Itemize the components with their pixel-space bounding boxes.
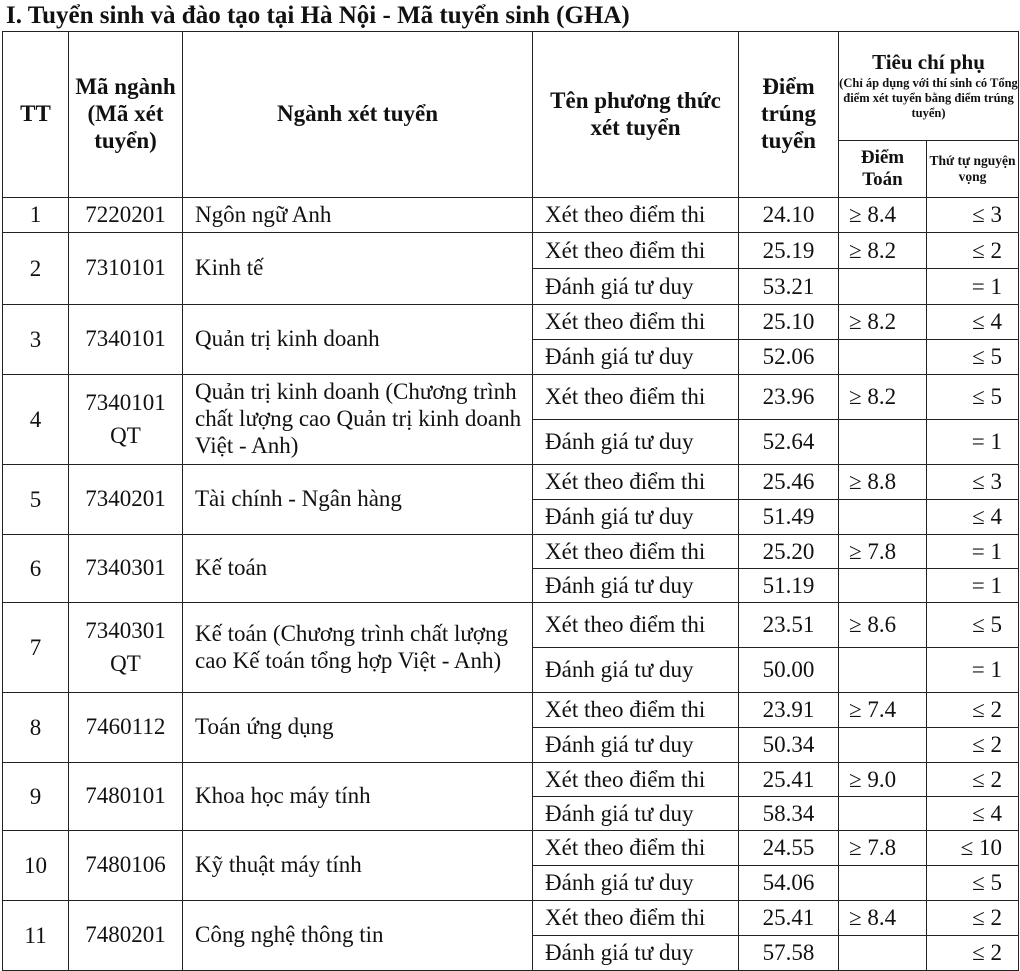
cell-major-code (69, 901, 183, 971)
header-criteria (839, 32, 1019, 141)
cell-math-criteria (839, 269, 927, 305)
cell-math-criteria: ≥ 8.2 (839, 305, 927, 340)
cell-major-name: Tài chính - Ngân hàng (183, 465, 533, 535)
cell-method: Xét theo điểm thi (533, 233, 739, 269)
cell-score: 58.34 (739, 797, 839, 831)
table-row (3, 305, 1019, 340)
cell-method: Đánh giá tư duy (533, 500, 739, 535)
table-row (3, 375, 1019, 420)
major-code: 7480106 (85, 852, 166, 878)
cell-method: Xét theo điểm thi (533, 465, 739, 500)
cell-tt: 11 (3, 901, 69, 971)
table-row (3, 535, 1019, 569)
cell-tt: 8 (3, 693, 69, 763)
cell-method: Xét theo điểm thi (533, 763, 739, 797)
cell-math-criteria: ≥ 7.4 (839, 693, 927, 728)
cell-order-criteria: = 1 (927, 269, 1019, 305)
cell-score: 25.41 (739, 901, 839, 936)
cell-order-criteria: ≤ 4 (927, 797, 1019, 831)
cell-order-criteria: ≤ 2 (927, 233, 1019, 269)
cell-order-criteria: ≤ 5 (927, 340, 1019, 375)
cell-math-criteria (839, 648, 927, 693)
cell-major-code (69, 831, 183, 901)
header-math: Điểm Toán (839, 141, 927, 198)
cell-method: Xét theo điểm thi (533, 901, 739, 936)
cell-method: Đánh giá tư duy (533, 340, 739, 375)
cell-major-name: Quản trị kinh doanh (183, 305, 533, 375)
cell-order-criteria: = 1 (927, 569, 1019, 603)
cell-math-criteria (839, 936, 927, 971)
table-row (3, 603, 1019, 648)
header-tt: TT (3, 32, 69, 198)
cell-method: Xét theo điểm thi (533, 603, 739, 648)
header-major: Ngành xét tuyển (183, 32, 533, 198)
cell-major-name: Kỹ thuật máy tính (183, 831, 533, 901)
cell-major-code (69, 465, 183, 535)
cell-method: Xét theo điểm thi (533, 535, 739, 569)
admission-table (2, 31, 1019, 971)
major-code: 7460112 (85, 714, 166, 740)
cell-method: Đánh giá tư duy (533, 569, 739, 603)
cell-score: 25.46 (739, 465, 839, 500)
cell-method: Đánh giá tư duy (533, 420, 739, 465)
major-code: 7340101 (85, 390, 166, 416)
cell-score: 25.10 (739, 305, 839, 340)
cell-order-criteria: ≤ 3 (927, 198, 1019, 233)
table-row (3, 693, 1019, 728)
cell-score: 52.06 (739, 340, 839, 375)
cell-tt: 4 (3, 375, 69, 465)
cell-method: Đánh giá tư duy (533, 269, 739, 305)
major-code: 7340101 (85, 326, 166, 352)
cell-order-criteria: ≤ 2 (927, 728, 1019, 763)
cell-tt: 9 (3, 763, 69, 831)
cell-method: Xét theo điểm thi (533, 198, 739, 233)
cell-score: 23.51 (739, 603, 839, 648)
cell-tt: 5 (3, 465, 69, 535)
cell-method: Xét theo điểm thi (533, 305, 739, 340)
cell-order-criteria: ≤ 10 (927, 831, 1019, 866)
major-code: 7310101 (85, 255, 166, 281)
cell-major-code (69, 305, 183, 375)
cell-score: 57.58 (739, 936, 839, 971)
cell-major-name: Công nghệ thông tin (183, 901, 533, 971)
cell-score: 50.00 (739, 648, 839, 693)
cell-order-criteria: ≤ 5 (927, 866, 1019, 901)
cell-order-criteria: = 1 (927, 420, 1019, 465)
table-row (3, 465, 1019, 500)
major-code: 7480201 (85, 922, 166, 948)
cell-math-criteria (839, 728, 927, 763)
cell-order-criteria: ≤ 3 (927, 465, 1019, 500)
header-code: Mã ngành (Mã xét tuyển) (69, 32, 183, 198)
cell-method: Đánh giá tư duy (533, 936, 739, 971)
cell-score: 54.06 (739, 866, 839, 901)
cell-score: 25.20 (739, 535, 839, 569)
cell-tt: 6 (3, 535, 69, 603)
cell-math-criteria: ≥ 8.4 (839, 198, 927, 233)
cell-order-criteria: ≤ 5 (927, 603, 1019, 648)
cell-score: 24.55 (739, 831, 839, 866)
cell-math-criteria (839, 340, 927, 375)
cell-math-criteria: ≥ 7.8 (839, 831, 927, 866)
cell-major-code (69, 375, 183, 465)
cell-major-name: Ngôn ngữ Anh (183, 198, 533, 233)
cell-math-criteria: ≥ 8.4 (839, 901, 927, 936)
major-code: 7340301 (85, 618, 166, 644)
cell-math-criteria: ≥ 8.2 (839, 233, 927, 269)
cell-major-code (69, 233, 183, 305)
table-row (3, 831, 1019, 866)
cell-score: 23.91 (739, 693, 839, 728)
cell-major-code (69, 535, 183, 603)
table-body (3, 198, 1019, 971)
cell-tt: 7 (3, 603, 69, 693)
table-row (3, 233, 1019, 269)
cell-major-code (69, 693, 183, 763)
cell-order-criteria: ≤ 2 (927, 763, 1019, 797)
cell-major-name: Khoa học máy tính (183, 763, 533, 831)
cell-major-name: Kế toán (183, 535, 533, 603)
cell-order-criteria: ≤ 4 (927, 305, 1019, 340)
major-code: 7220201 (85, 201, 166, 227)
cell-score: 51.19 (739, 569, 839, 603)
cell-major-code (69, 603, 183, 693)
major-code: 7340301 (85, 555, 166, 581)
cell-tt: 2 (3, 233, 69, 305)
cell-score: 24.10 (739, 198, 839, 233)
cell-math-criteria: ≥ 8.2 (839, 375, 927, 420)
cell-score: 53.21 (739, 269, 839, 305)
cell-score: 50.34 (739, 728, 839, 763)
cell-math-criteria (839, 569, 927, 603)
cell-major-name: Kinh tế (183, 233, 533, 305)
table-row (3, 901, 1019, 936)
cell-math-criteria: ≥ 8.8 (839, 465, 927, 500)
header-score: Điểm trúng tuyển (739, 32, 839, 198)
cell-math-criteria (839, 420, 927, 465)
cell-order-criteria: ≤ 4 (927, 500, 1019, 535)
header-criteria-note: (Chỉ áp dụng với thí sinh có Tổng điểm xét tuyển bằng điểm trúng tuyển) (839, 75, 1018, 121)
cell-math-criteria: ≥ 7.8 (839, 535, 927, 569)
cell-math-criteria (839, 797, 927, 831)
cell-method: Xét theo điểm thi (533, 693, 739, 728)
cell-math-criteria (839, 866, 927, 901)
cell-order-criteria: = 1 (927, 535, 1019, 569)
major-code: 7340201 (85, 486, 166, 512)
cell-method: Xét theo điểm thi (533, 375, 739, 420)
major-code-suffix: QT (110, 650, 141, 676)
major-code-suffix: QT (110, 422, 141, 448)
cell-method: Đánh giá tư duy (533, 866, 739, 901)
cell-method: Xét theo điểm thi (533, 831, 739, 866)
cell-method: Đánh giá tư duy (533, 797, 739, 831)
cell-tt: 1 (3, 198, 69, 233)
cell-score: 23.96 (739, 375, 839, 420)
cell-order-criteria: ≤ 2 (927, 693, 1019, 728)
cell-method: Đánh giá tư duy (533, 648, 739, 693)
cell-math-criteria: ≥ 8.6 (839, 603, 927, 648)
table-row (3, 198, 1019, 233)
cell-order-criteria: ≤ 5 (927, 375, 1019, 420)
cell-major-code (69, 198, 183, 233)
table-row (3, 763, 1019, 797)
cell-score: 25.41 (739, 763, 839, 797)
cell-score: 51.49 (739, 500, 839, 535)
cell-major-name: Quản trị kinh doanh (Chương trình chất lượng cao Quản trị kinh doanh Việt - Anh) (183, 375, 533, 465)
header-criteria-title: Tiêu chí phụ (872, 49, 985, 74)
header-method: Tên phương thức xét tuyển (533, 32, 739, 198)
cell-math-criteria: ≥ 9.0 (839, 763, 927, 797)
cell-math-criteria (839, 500, 927, 535)
cell-tt: 10 (3, 831, 69, 901)
cell-score: 25.19 (739, 233, 839, 269)
cell-major-name: Kế toán (Chương trình chất lượng cao Kế toán tổng hợp Việt - Anh) (183, 603, 533, 693)
major-code: 7480101 (85, 783, 166, 809)
page-title: I. Tuyển sinh và đào tạo tại Hà Nội - Mã tuyển sinh (GHA) (6, 2, 630, 29)
cell-order-criteria: ≤ 2 (927, 936, 1019, 971)
cell-order-criteria: ≤ 2 (927, 901, 1019, 936)
cell-major-name: Toán ứng dụng (183, 693, 533, 763)
cell-tt: 3 (3, 305, 69, 375)
cell-order-criteria: = 1 (927, 648, 1019, 693)
cell-major-code (69, 763, 183, 831)
cell-score: 52.64 (739, 420, 839, 465)
header-order: Thứ tự nguyện vọng (927, 141, 1019, 198)
cell-method: Đánh giá tư duy (533, 728, 739, 763)
